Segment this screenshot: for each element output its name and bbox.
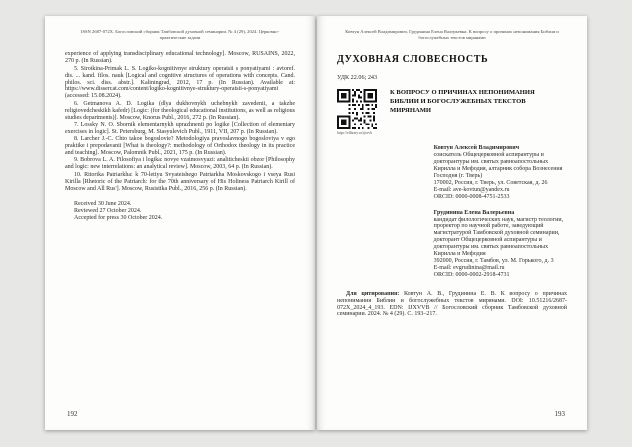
accepted-date: Accepted for press 30 October 2024.: [74, 214, 163, 221]
reference-item: 6. Getmanova A. D. Logika (dlya dukhovnykh uchebnykh zavedenii, a takzhe religiovedcheskikh kafedr) [Logic: (for theological educational institutions, as well as religious studies departments)]. Moscow, Knorus Publ., 2016, 272 p. (In Russian).: [65, 100, 295, 121]
author-name: Ковтун Алексей Владимирович: [433, 145, 520, 152]
author-orcid: ORCID: 0000-0008-4751-2533: [433, 193, 510, 200]
qr-caption: https://elibrary.ru/ijxvvb: [337, 131, 373, 136]
page-number-left: 192: [67, 410, 78, 418]
running-head-right: Ковтун Алексей Владимирович, Грудинина Елена Валерьевна. К вопросу о причинах непонимания Библии и богослужебных текстов мирянами: [345, 29, 559, 41]
author-email: E-mail: evgrudinina@mail.ru: [433, 264, 505, 271]
author-block: [434, 210, 567, 279]
page-right: [317, 16, 587, 430]
reference-item: 8. Larcher J.-C. Chto takoe bogoslovie? Metodologiya pravoslavnogo bogosloviya v ego praktike i prepodavanii [What is theology?: methodology of Orthodox theology in its practice and teaching]. Moscow, Palomnik Publ., 2021, 175 p. (In Russian).: [65, 136, 295, 157]
section-title: ДУХОВНАЯ СЛОВЕСНОСТЬ: [337, 54, 489, 66]
citation-label: Для цитирования:: [346, 290, 400, 297]
page-number-right: 193: [554, 410, 565, 418]
authors-section: [337, 145, 567, 278]
received-dates: [65, 201, 295, 223]
reference-item: 5. Sirotkina-Primak L. S. Logiko-kognitivnye struktury operatsii s ponyatiyami : avtoref. dis. ... kand. filos. nauk [Logical and cognitive structures of operations with concepts. Cand. philos. sci. diss. abstr.]. Kaliningrad, 2012, 17 p. (In Russian). Available at: https://www.dissercat.com/content/logiko-kognitivnye-struktury-operatsii-s-ponyatiyami (accessed: 15.08.2024).: [65, 65, 295, 100]
udk-number: УДК 22.06; 243: [337, 74, 378, 82]
author-affiliation: кандидат филологических наук, магистр теологии, проректор по научной работе, заведующий магистратурой Тамбовской духовной семинарии, докторант Общецерковной аспирантуры и докторантуры им. святых равноапостольных Кирилла и Мефодия: [433, 216, 564, 258]
author-orcid: ORCID: 0000-0002-2918-4731: [433, 271, 510, 278]
qr-block: [337, 89, 377, 135]
running-head-left: ISSN 2687-072X. Богословский сборник Тамбовской духовной семинарии. № 4 (29), 2024. Церковно-практические задачи: [80, 29, 280, 41]
reviewed-date: Reviewed 27 October 2024.: [74, 207, 142, 214]
citation-text: Ковтун А. В., Грудинина Е. В. К вопросу о причинах непонимания Библии и богослужебных текстов мирянами. DOI: 10.51216/2687-072X_2024_4_193. EDN: IJXVVB // Богословский сборник Тамбовской духовной семинарии. 2024. № 4 (29). С. 193–217.: [337, 290, 567, 318]
references-list: [65, 51, 295, 192]
author-email: E-mail: ave-kovtun@yandex.ru: [433, 186, 510, 193]
page-left: [45, 16, 315, 430]
author-address: 392000, Россия, г. Тамбов, ул. М. Горького, д. 3: [433, 257, 554, 264]
reference-item: 7. Lossky N. O. Sbornik elementarnykh uprazhnenii po logike [Collection of elementary exercises in logic]. St. Petersburg, M. Stasyulevich Publ., 1911, VII, 207 p. (In Russian).: [65, 121, 295, 135]
title-block: [337, 89, 567, 135]
article-title: К ВОПРОСУ О ПРИЧИНАХ НЕПОНИМАНИЯ БИБЛИИ И БОГОСЛУЖЕБНЫХ ТЕКСТОВ МИРЯНАМИ: [390, 89, 535, 115]
author-affiliation: соискатель Общецерковной аспирантуры и докторантуры им. святых равноапостольных Кирилла и Мефодия, алтарник собора Вознесения Господня (г. Тверь): [433, 152, 563, 179]
received-date: Received 30 June 2024.: [74, 200, 132, 207]
reference-item: 10. Ritorika Patriarkha: k 70-letiyu Svyateishego Patriarkha Moskovskogo i vseya Rusi Kirilla [Rhetoric of the Patriarch: for the 70th anniversary of His Holiness Patriarch Kirill of Moscow and All Rus']. Moscow, Rusistika Publ., 2016, 256 p. (In Russian).: [65, 171, 295, 192]
reference-item: experience of applying transdisciplinary educational technology]. Moscow, RUSAINS, 2022, 270 p. (In Russian).: [65, 51, 295, 65]
author-name: Грудинина Елена Валерьевна: [433, 209, 515, 216]
qr-code-icon: [337, 89, 377, 129]
author-block: [434, 145, 567, 200]
reference-item: 9. Bobrova L. A. Filosofiya i logika: novye vzaimosvyazi: analiticheskii obzor [Philosophy and logic: new interrelations: an analytical review]. Moscow, 2003, 64 p. (In Russian).: [65, 157, 295, 171]
author-address: 170002, Россия, г. Тверь, ул. Советская, д. 26: [433, 179, 548, 186]
citation-note: [337, 291, 567, 319]
